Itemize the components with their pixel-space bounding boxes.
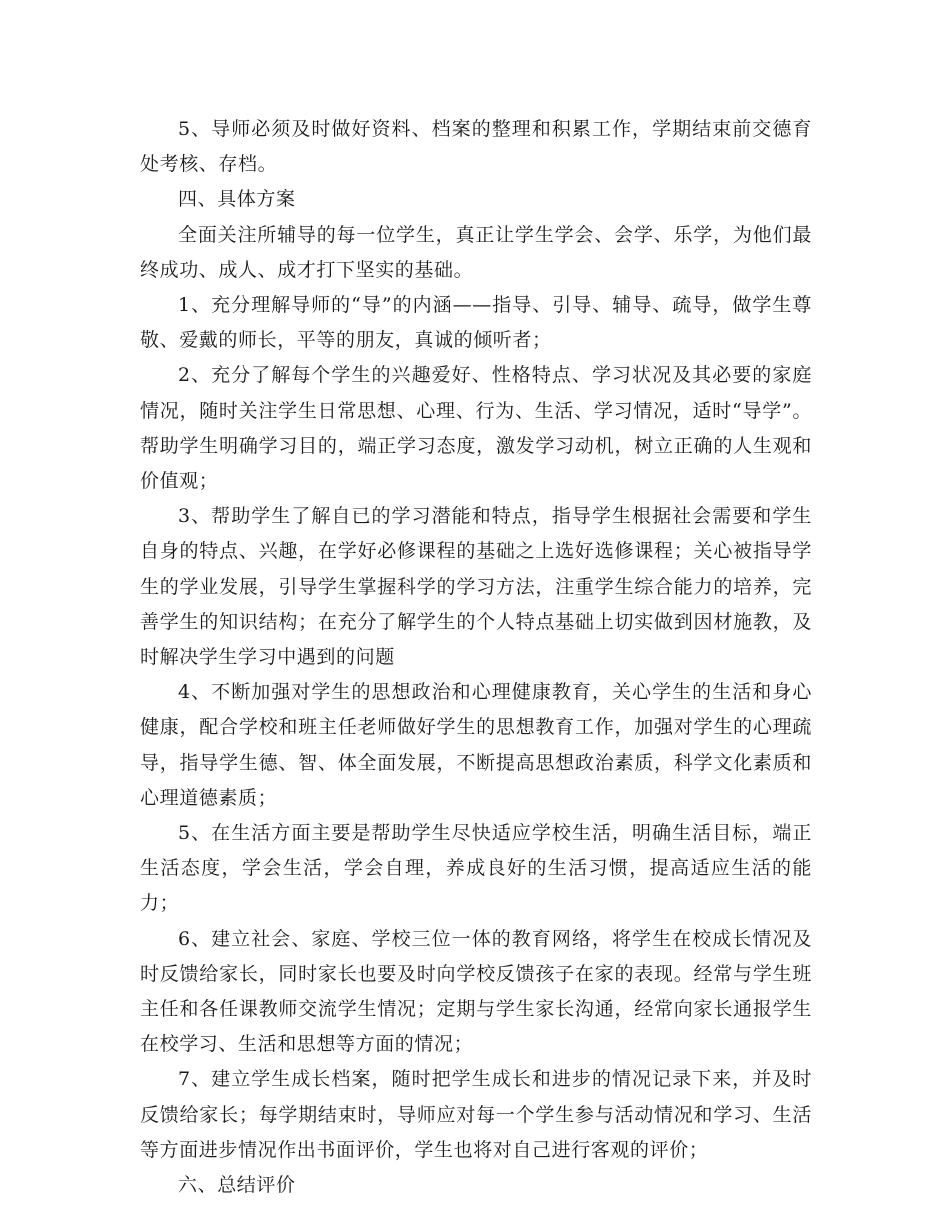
paragraph-item-3: 3、帮助学生了解自已的学习潜能和特点，指导学生根据社会需要和学生自身的特点、兴趣，在学好必修课程的基础之上选好选修课程；关心被指导学生的学业发展，引导学生掌握科学的学习方法，注重学生综合能力的培养，完善学生的知识结构；在充分了解学生的个人特点基础上切实做到因材施教，及时解决学生学习中遇到的问题: [140, 505, 812, 669]
paragraph-item-2: 2、充分了解每个学生的兴趣爱好、性格特点、学习状况及其必要的家庭情况，随时关注学生日常思想、心理、行为、生活、学习情况，适时“导学”。帮助学生明确学习目的，端正学习态度，激发学习动机，树立正确的人生观和价值观；: [140, 364, 812, 493]
paragraph-item-4: 4、不断加强对学生的思想政治和心理健康教育，关心学生的生活和身心健康，配合学校和班主任老师做好学生的思想教育工作，加强对学生的心理疏导，指导学生德、智、体全面发展，不断提高思想政治素质，科学文化素质和心理道德素质；: [140, 681, 812, 809]
document-body: [140, 112, 812, 1203]
paragraph-item-6: 6、建立社会、家庭、学校三位一体的教育网络，将学生在校成长情况及时反馈给家长，同时家长也要及时向学校反馈孩子在家的表现。经常与学生班主任和各任课教师交流学生情况；定期与学生家长沟通，经常向家长通报学生在校学习、生活和思想等方面的情况；: [140, 927, 812, 1056]
paragraph-item-5-archiving: 5、导师必须及时做好资料、档案的整理和积累工作，学期结束前交德育处考核、存档。: [140, 118, 812, 176]
section-heading-specific-plan: 四、具体方案: [178, 188, 296, 211]
paragraph-item-5-life: 5、在生活方面主要是帮助学生尽快适应学校生活，明确生活目标，端正生活态度，学会生活，学会自理，养成良好的生活习惯，提高适应生活的能力；: [140, 822, 812, 915]
paragraph-item-7: 7、建立学生成长档案，随时把学生成长和进步的情况记录下来，并及时反馈给家长；每学期结束时，导师应对每一个学生参与活动情况和学习、生活等方面进步情况作出书面评价，学生也将对自己进行客观的评价；: [140, 1068, 812, 1161]
paragraph-item-1: 1、充分理解导师的“导”的内涵——指导、引导、辅导、疏导，做学生尊敬、爱戴的师长，平等的朋友，真诚的倾听者；: [140, 294, 812, 352]
section-heading-summary-evaluation: 六、总结评价: [178, 1174, 296, 1197]
paragraph-overview: 全面关注所辅导的每一位学生，真正让学生学会、会学、乐学，为他们最终成功、成人、成才打下坚实的基础。: [140, 223, 812, 281]
